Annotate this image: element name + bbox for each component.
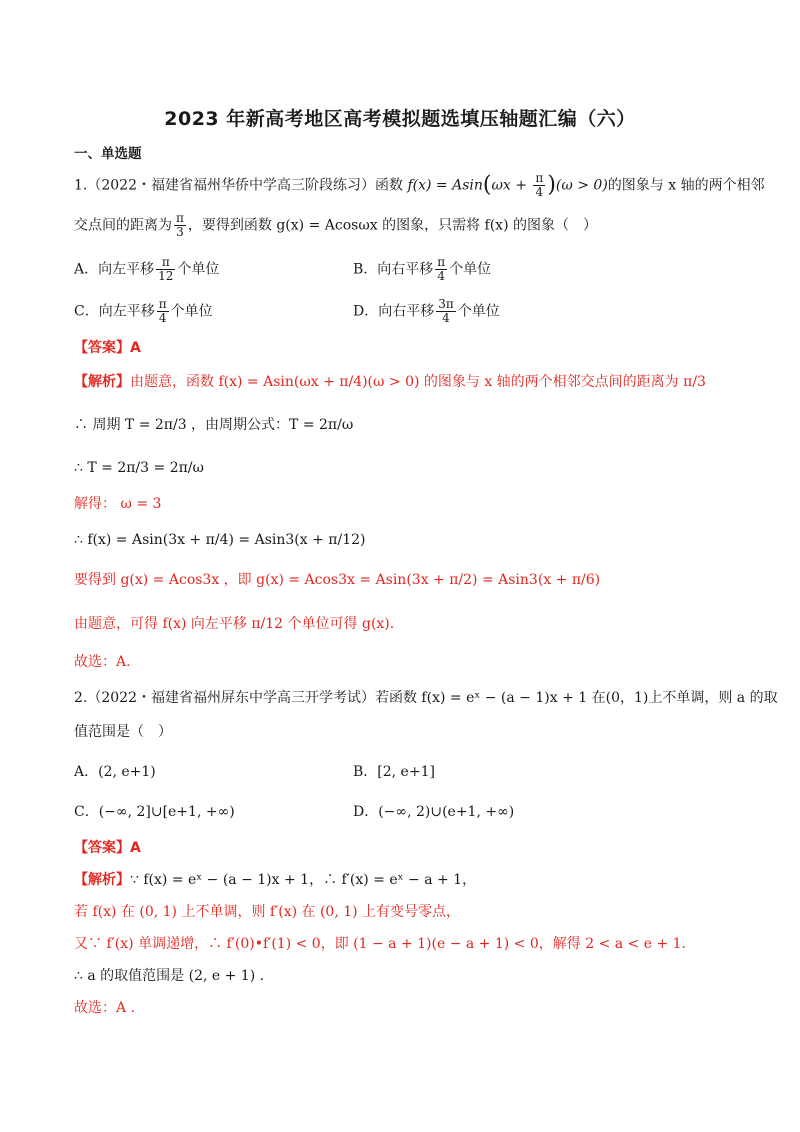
q1-arg: ωx + (491, 177, 532, 194)
q2-answer: 【答案】A (74, 840, 141, 856)
q2-option-a: A．(2, e+1) (74, 764, 156, 780)
q1-option-c: C．向左平移 $\frac{\pi}{4}$ 个单位 (74, 297, 213, 325)
q1-function: f(x) = Asin (407, 177, 483, 194)
q1-option-b: B．向右平移 $\frac{\pi}{4}$ 个单位 (353, 255, 492, 283)
page-title: 2023 年新高考地区高考模拟题选填压轴题汇编（六） (164, 108, 636, 130)
q1-conclusion: 故选：A. (74, 654, 131, 670)
q1-analysis-line4: 解得： ω = 3 (74, 496, 162, 512)
q1-stem-text: 1.（2022・福建省福州华侨中学高三阶段练习）函数 (74, 177, 403, 194)
q2-analysis-line1: 【解析】∵ f(x) = eˣ − (a − 1)x + 1，∴ f′(x) = eˣ − a + 1， (74, 872, 477, 888)
q1-frac-pi3: $\frac{\pi}{3}$ (176, 211, 184, 239)
q2-stem-line2: 值范围是（ ） (74, 724, 172, 740)
q2-stem-line1: 2.（2022・福建省福州屏东中学高三开学考试）若函数 f(x) = eˣ − (a − 1)x + 1 在(0，1)上不单调，则 a 的取 (74, 690, 778, 706)
q1-option-d: D．向右平移 $\frac{3\pi}{4}$ 个单位 (353, 297, 500, 325)
q1-answer: 【答案】A (74, 340, 141, 356)
q1-stem-line2 (74, 212, 597, 239)
q2-option-d: D．(−∞, 2)∪(e+1, +∞) (353, 804, 515, 820)
q1-option-a: A．向左平移 $\frac{\pi}{12}$ 个单位 (74, 255, 220, 283)
q1-analysis-line7: 由题意，可得 f(x) 向左平移 π/12 个单位可得 g(x). (74, 616, 395, 632)
q1-stem-text-c: 交点间的距离为 (74, 217, 172, 234)
q1-stem-text-d: ，要得到函数 g(x) = Acosωx 的图象，只需将 f(x) 的图象（ ） (187, 217, 597, 234)
q2-conclusion: 故选：A . (74, 1000, 136, 1016)
q1-condition: (ω > 0) (555, 177, 608, 194)
q2-option-c: C．(−∞, 2]∪[e+1, +∞) (74, 804, 235, 820)
q1-analysis-line6: 要得到 g(x) = Acos3x ，即 g(x) = Acos3x = Asin(3x + π/2) = Asin3(x + π/6) (74, 572, 601, 588)
q2-analysis-line2: 若 f(x) 在 (0, 1) 上不单调，则 f′(x) 在 (0, 1) 上有变号零点， (74, 904, 461, 920)
section-heading: 一、单选题 (74, 146, 142, 162)
q1-stem-text-b: 的图象与 x 轴的两个相邻 (607, 177, 765, 194)
q2-analysis-line4: ∴ a 的取值范围是 (2, e + 1) . (74, 968, 265, 984)
q1-analysis-line1: 【解析】由题意，函数 f(x) = Asin(ωx + π/4)(ω > 0) 的图象与 x 轴的两个相邻交点间的距离为 π/3 (74, 374, 706, 390)
q1-frac-pi4: $\frac{\pi}{4}$ (535, 171, 544, 199)
q2-option-b: B．[2, e+1] (353, 764, 435, 780)
q1-analysis-line3: ∴ T = 2π/3 = 2π/ω (74, 460, 204, 476)
q1-analysis-line2: ∴ 周期 T = 2π/3 ，由周期公式：T = 2π/ω (74, 417, 354, 433)
q2-analysis-line3: 又∵ f′(x) 单调递增，∴ f′(0)•f′(1) < 0，即 (1 − a + 1)(e − a + 1) < 0，解得 2 < a < e + 1. (74, 936, 687, 952)
q1-analysis-line5: ∴ f(x) = Asin(3x + π/4) = Asin3(x + π/12) (74, 532, 366, 548)
q1-stem-line1: 1.（2022・福建省福州华侨中学高三阶段练习）函数 f(x) = Asin(ωx + $\frac{\pi}{4}$ )(ω > 0)的图象与 x 轴的两个相邻 (74, 171, 765, 199)
